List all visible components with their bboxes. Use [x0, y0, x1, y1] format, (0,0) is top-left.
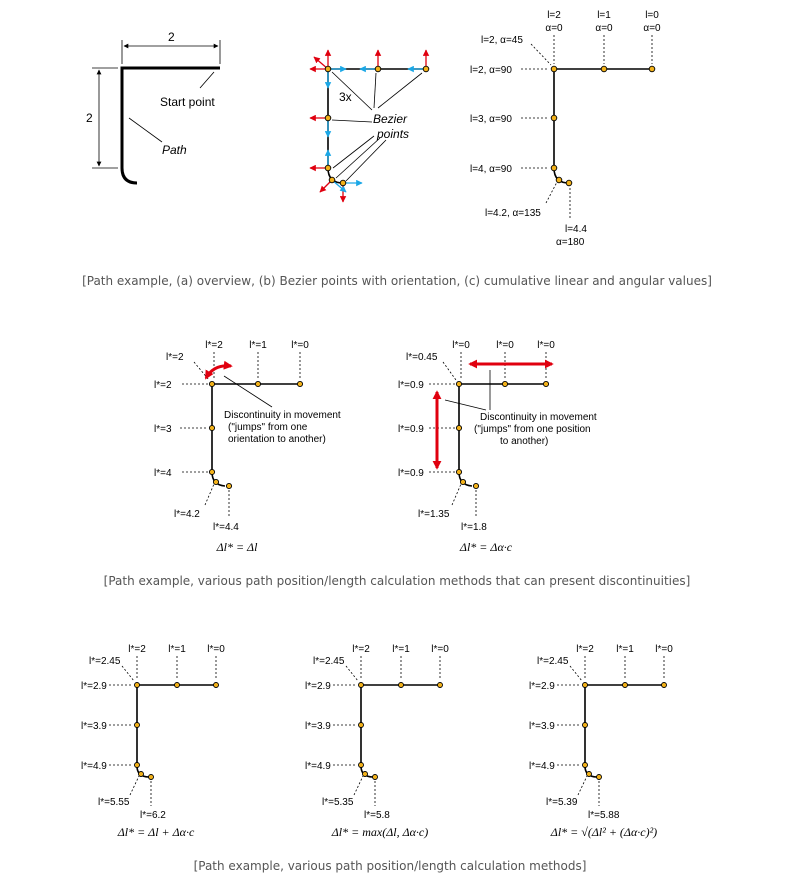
- row2-d2-left: l*=0.9: [398, 424, 424, 435]
- row3-d2-left: l*=3.9: [305, 721, 331, 732]
- row3-diagram-3: [529, 644, 673, 839]
- row3-d1-left: l*=2.9: [81, 681, 107, 692]
- row2-d2-point: [473, 483, 478, 488]
- row2-d2-point: [502, 381, 507, 386]
- row2-d1-point: [209, 469, 214, 474]
- row2-d1-left: l*=4: [154, 468, 172, 479]
- row3-d1-left: l*=3.9: [81, 721, 107, 732]
- row3-d3-leader: [570, 666, 582, 681]
- row3-d1-point: [149, 775, 154, 780]
- fig-c-top-a: α=0: [545, 23, 563, 34]
- row2-d1-point: [297, 381, 302, 386]
- row2-d1-note: Discontinuity in movement: [224, 410, 341, 421]
- row3-d1-point: [135, 683, 140, 688]
- row3-d3-point: [587, 772, 592, 777]
- row3-d3-path: [585, 685, 664, 777]
- fig-b-point: [340, 180, 346, 186]
- fig-c-point: [601, 66, 607, 72]
- fig-c-bottom-b2: α=180: [556, 237, 585, 248]
- fig-c-left: l=2, α=90: [470, 65, 512, 76]
- row2-d1-note-leader: [224, 376, 272, 407]
- row3-d1-point: [135, 723, 140, 728]
- row2-d1-bot-a: l*=4.2: [174, 509, 200, 520]
- row2-d2-note: to another): [500, 436, 549, 447]
- fig-a-path-label: Path: [162, 143, 187, 157]
- row3-diagram-2: [305, 644, 449, 839]
- fig-b-leader: [333, 136, 374, 168]
- fig-b-path-shape: [328, 69, 426, 183]
- caption-2: [Path example, various path position/length calculation methods that can present discontinuities]: [103, 574, 691, 588]
- row3-d1-corner: l*=2.45: [89, 656, 121, 667]
- row2-d2-note-leader: [445, 400, 486, 410]
- row2-d2-point: [456, 381, 461, 386]
- caption-3: [Path example, various path position/length calculation methods]: [193, 859, 587, 873]
- fig-a-overview: [86, 30, 220, 183]
- row2-d1-left: l*=3: [154, 424, 172, 435]
- fig-c-path-shape: [554, 69, 652, 183]
- fig-c-point: [649, 66, 655, 72]
- row3-d3-top: l*=0: [655, 644, 673, 655]
- row2-d2-leader: [443, 362, 456, 380]
- row2-d2-point: [460, 479, 465, 484]
- row2-d1-top: l*=2: [205, 340, 223, 351]
- row3-d2-top: l*=0: [431, 644, 449, 655]
- row3-d3-bot-a: l*=5.39: [546, 797, 578, 808]
- row2-d2-note: Discontinuity in movement: [480, 412, 597, 423]
- fig-b-bezier-2: points: [377, 127, 410, 141]
- fig-b-count: 3x: [339, 90, 352, 104]
- fig-c-left: l=4, α=90: [470, 164, 512, 175]
- row3-d2-point: [373, 775, 378, 780]
- row3-d3-point: [623, 683, 628, 688]
- row2-d2-left: l*=0.9: [398, 468, 424, 479]
- row3-d2-bot-b: l*=5.8: [364, 810, 390, 821]
- row3-d2-point: [363, 772, 368, 777]
- row3-d2-left: l*=4.9: [305, 761, 331, 772]
- row3-d3-corner: l*=2.45: [537, 656, 569, 667]
- fig-c-leader: [546, 182, 557, 203]
- row3-d1-path: [137, 685, 216, 777]
- row3-d2-point: [359, 683, 364, 688]
- caption-1: [Path example, (a) overview, (b) Bezier points with orientation, (c) cumulative linear and angular values]: [82, 274, 712, 288]
- row3-d2-formula: Δl* = max(Δl, Δα·c): [331, 825, 429, 839]
- row3-d3-left: l*=2.9: [529, 681, 555, 692]
- fig-b-point: [325, 66, 331, 72]
- row3-d1-formula: Δl* = Δl + Δα·c: [117, 825, 195, 839]
- row3-d1-point: [214, 683, 219, 688]
- row3-d1-point: [139, 772, 144, 777]
- row3-d2-top: l*=2: [352, 644, 370, 655]
- row3-d1-leader: [122, 666, 134, 681]
- row3-d2-leader: [354, 776, 363, 795]
- fig-b-bezier: [310, 50, 429, 202]
- row3-d3-left: l*=3.9: [529, 721, 555, 732]
- row3-d1-top: l*=2: [128, 644, 146, 655]
- fig-b-point: [329, 177, 335, 183]
- fig-b-bezier-1: Bezier: [373, 112, 408, 126]
- fig-c-leader: [531, 44, 551, 65]
- fig-c-top-l: l=1: [597, 10, 611, 21]
- fig-a-dim-left: 2: [86, 111, 93, 125]
- fig-c-values: [470, 10, 661, 248]
- row2-d1-formula: Δl* = Δl: [216, 540, 258, 554]
- fig-c-left: l=3, α=90: [470, 114, 512, 125]
- row3-d1-bot-a: l*=5.55: [98, 797, 130, 808]
- row3-d3-left: l*=4.9: [529, 761, 555, 772]
- row3-d3-top: l*=2: [576, 644, 594, 655]
- fig-c-top-a: α=0: [595, 23, 613, 34]
- row2-d1-top: l*=0: [291, 340, 309, 351]
- fig-b-point: [325, 115, 331, 121]
- fig-c-point: [551, 165, 557, 171]
- row2-d1-point: [226, 483, 231, 488]
- row2-diagram-1: [154, 340, 341, 554]
- fig-c-point: [566, 180, 572, 186]
- row2-d1-point: [213, 479, 218, 484]
- row2-d1-note: orientation to another): [228, 434, 326, 445]
- row2-d1-top: l*=1: [249, 340, 267, 351]
- fig-b-leader: [374, 73, 376, 108]
- row2-d1-corner: l*=2: [166, 352, 184, 363]
- row3-d1-point: [175, 683, 180, 688]
- row3-d3-point: [662, 683, 667, 688]
- fig-c-point: [551, 66, 557, 72]
- row2-d2-leader: [452, 484, 461, 505]
- row3-d1-bot-b: l*=6.2: [140, 810, 166, 821]
- fig-c-point: [551, 115, 557, 121]
- row2-d2-formula: Δl* = Δα·c: [459, 540, 513, 554]
- row3-d2-bot-a: l*=5.35: [322, 797, 354, 808]
- row3-d2-point: [399, 683, 404, 688]
- row2-d1-bot-b: l*=4.4: [213, 522, 239, 533]
- row3-d3-bot-b: l*=5.88: [588, 810, 620, 821]
- fig-c-point: [556, 177, 562, 183]
- row2-d1-left: l*=2: [154, 380, 172, 391]
- fig-b-leader: [332, 72, 372, 110]
- fig-b-point: [325, 165, 331, 171]
- fig-a-path-shape: [122, 68, 220, 183]
- row2-d2-path: [459, 384, 549, 486]
- row3-d3-point: [583, 723, 588, 728]
- fig-c-left: l=2, α=45: [481, 35, 523, 46]
- row3-d2-corner: l*=2.45: [313, 656, 345, 667]
- row2-d1-point: [255, 381, 260, 386]
- row3-d3-leader: [578, 776, 587, 795]
- row2-d2-note: ("jumps" from one position: [474, 424, 591, 435]
- row2-d1-red-curve: [206, 366, 231, 378]
- fig-c-top-a: α=0: [643, 23, 661, 34]
- fig-b-leader: [336, 138, 380, 178]
- fig-b-leader: [332, 120, 372, 122]
- row3-diagram-1: [81, 644, 225, 839]
- row3-d1-left: l*=4.9: [81, 761, 107, 772]
- row3-d3-point: [583, 683, 588, 688]
- fig-b-point: [375, 66, 381, 72]
- row3-d2-point: [438, 683, 443, 688]
- row3-d1-top: l*=1: [168, 644, 186, 655]
- row3-d3-point: [583, 763, 588, 768]
- row2-d1-point: [209, 381, 214, 386]
- row2-d2-point: [456, 425, 461, 430]
- row2-d1-note: ("jumps" from one: [228, 422, 308, 433]
- fig-b-leader: [346, 140, 386, 181]
- fig-c-bottom-a: l=4.2, α=135: [485, 208, 541, 219]
- row2-diagram-2: [398, 340, 597, 554]
- row3-d3-formula: Δl* = √(Δl² + (Δα·c)²): [550, 825, 658, 839]
- row2-d2-point: [543, 381, 548, 386]
- row3-d1-point: [135, 763, 140, 768]
- row2-d1-leader: [205, 484, 214, 505]
- row2-d2-top: l*=0: [537, 340, 555, 351]
- row3-d1-leader: [130, 776, 139, 795]
- row3-d2-path: [361, 685, 440, 777]
- fig-c-bottom-b1: l=4.4: [565, 224, 587, 235]
- fig-a-start-point: Start point: [160, 95, 215, 109]
- row2-d2-corner: l*=0.45: [406, 352, 438, 363]
- fig-a-dim-top: 2: [168, 30, 175, 44]
- row2-d2-bot-b: l*=1.8: [461, 522, 487, 533]
- row2-d2-top: l*=0: [452, 340, 470, 351]
- fig-a-leader: [200, 72, 214, 88]
- row2-d2-point: [456, 469, 461, 474]
- row3-d3-top: l*=1: [616, 644, 634, 655]
- fig-c-top-l: l=0: [645, 10, 659, 21]
- row3-d1-top: l*=0: [207, 644, 225, 655]
- row3-d2-point: [359, 723, 364, 728]
- row3-d2-left: l*=2.9: [305, 681, 331, 692]
- row2-d1-point: [209, 425, 214, 430]
- row3-d2-point: [359, 763, 364, 768]
- row3-d3-point: [597, 775, 602, 780]
- fig-a-leader: [129, 118, 162, 142]
- row2-d2-bot-a: l*=1.35: [418, 509, 450, 520]
- row2-d2-left: l*=0.9: [398, 380, 424, 391]
- row2-d2-top: l*=0: [496, 340, 514, 351]
- row3-d2-top: l*=1: [392, 644, 410, 655]
- fig-c-top-l: l=2: [547, 10, 561, 21]
- row3-d2-leader: [346, 666, 358, 681]
- fig-b-leader: [378, 73, 422, 108]
- fig-b-point: [423, 66, 429, 72]
- row3-diagrams: [81, 644, 673, 839]
